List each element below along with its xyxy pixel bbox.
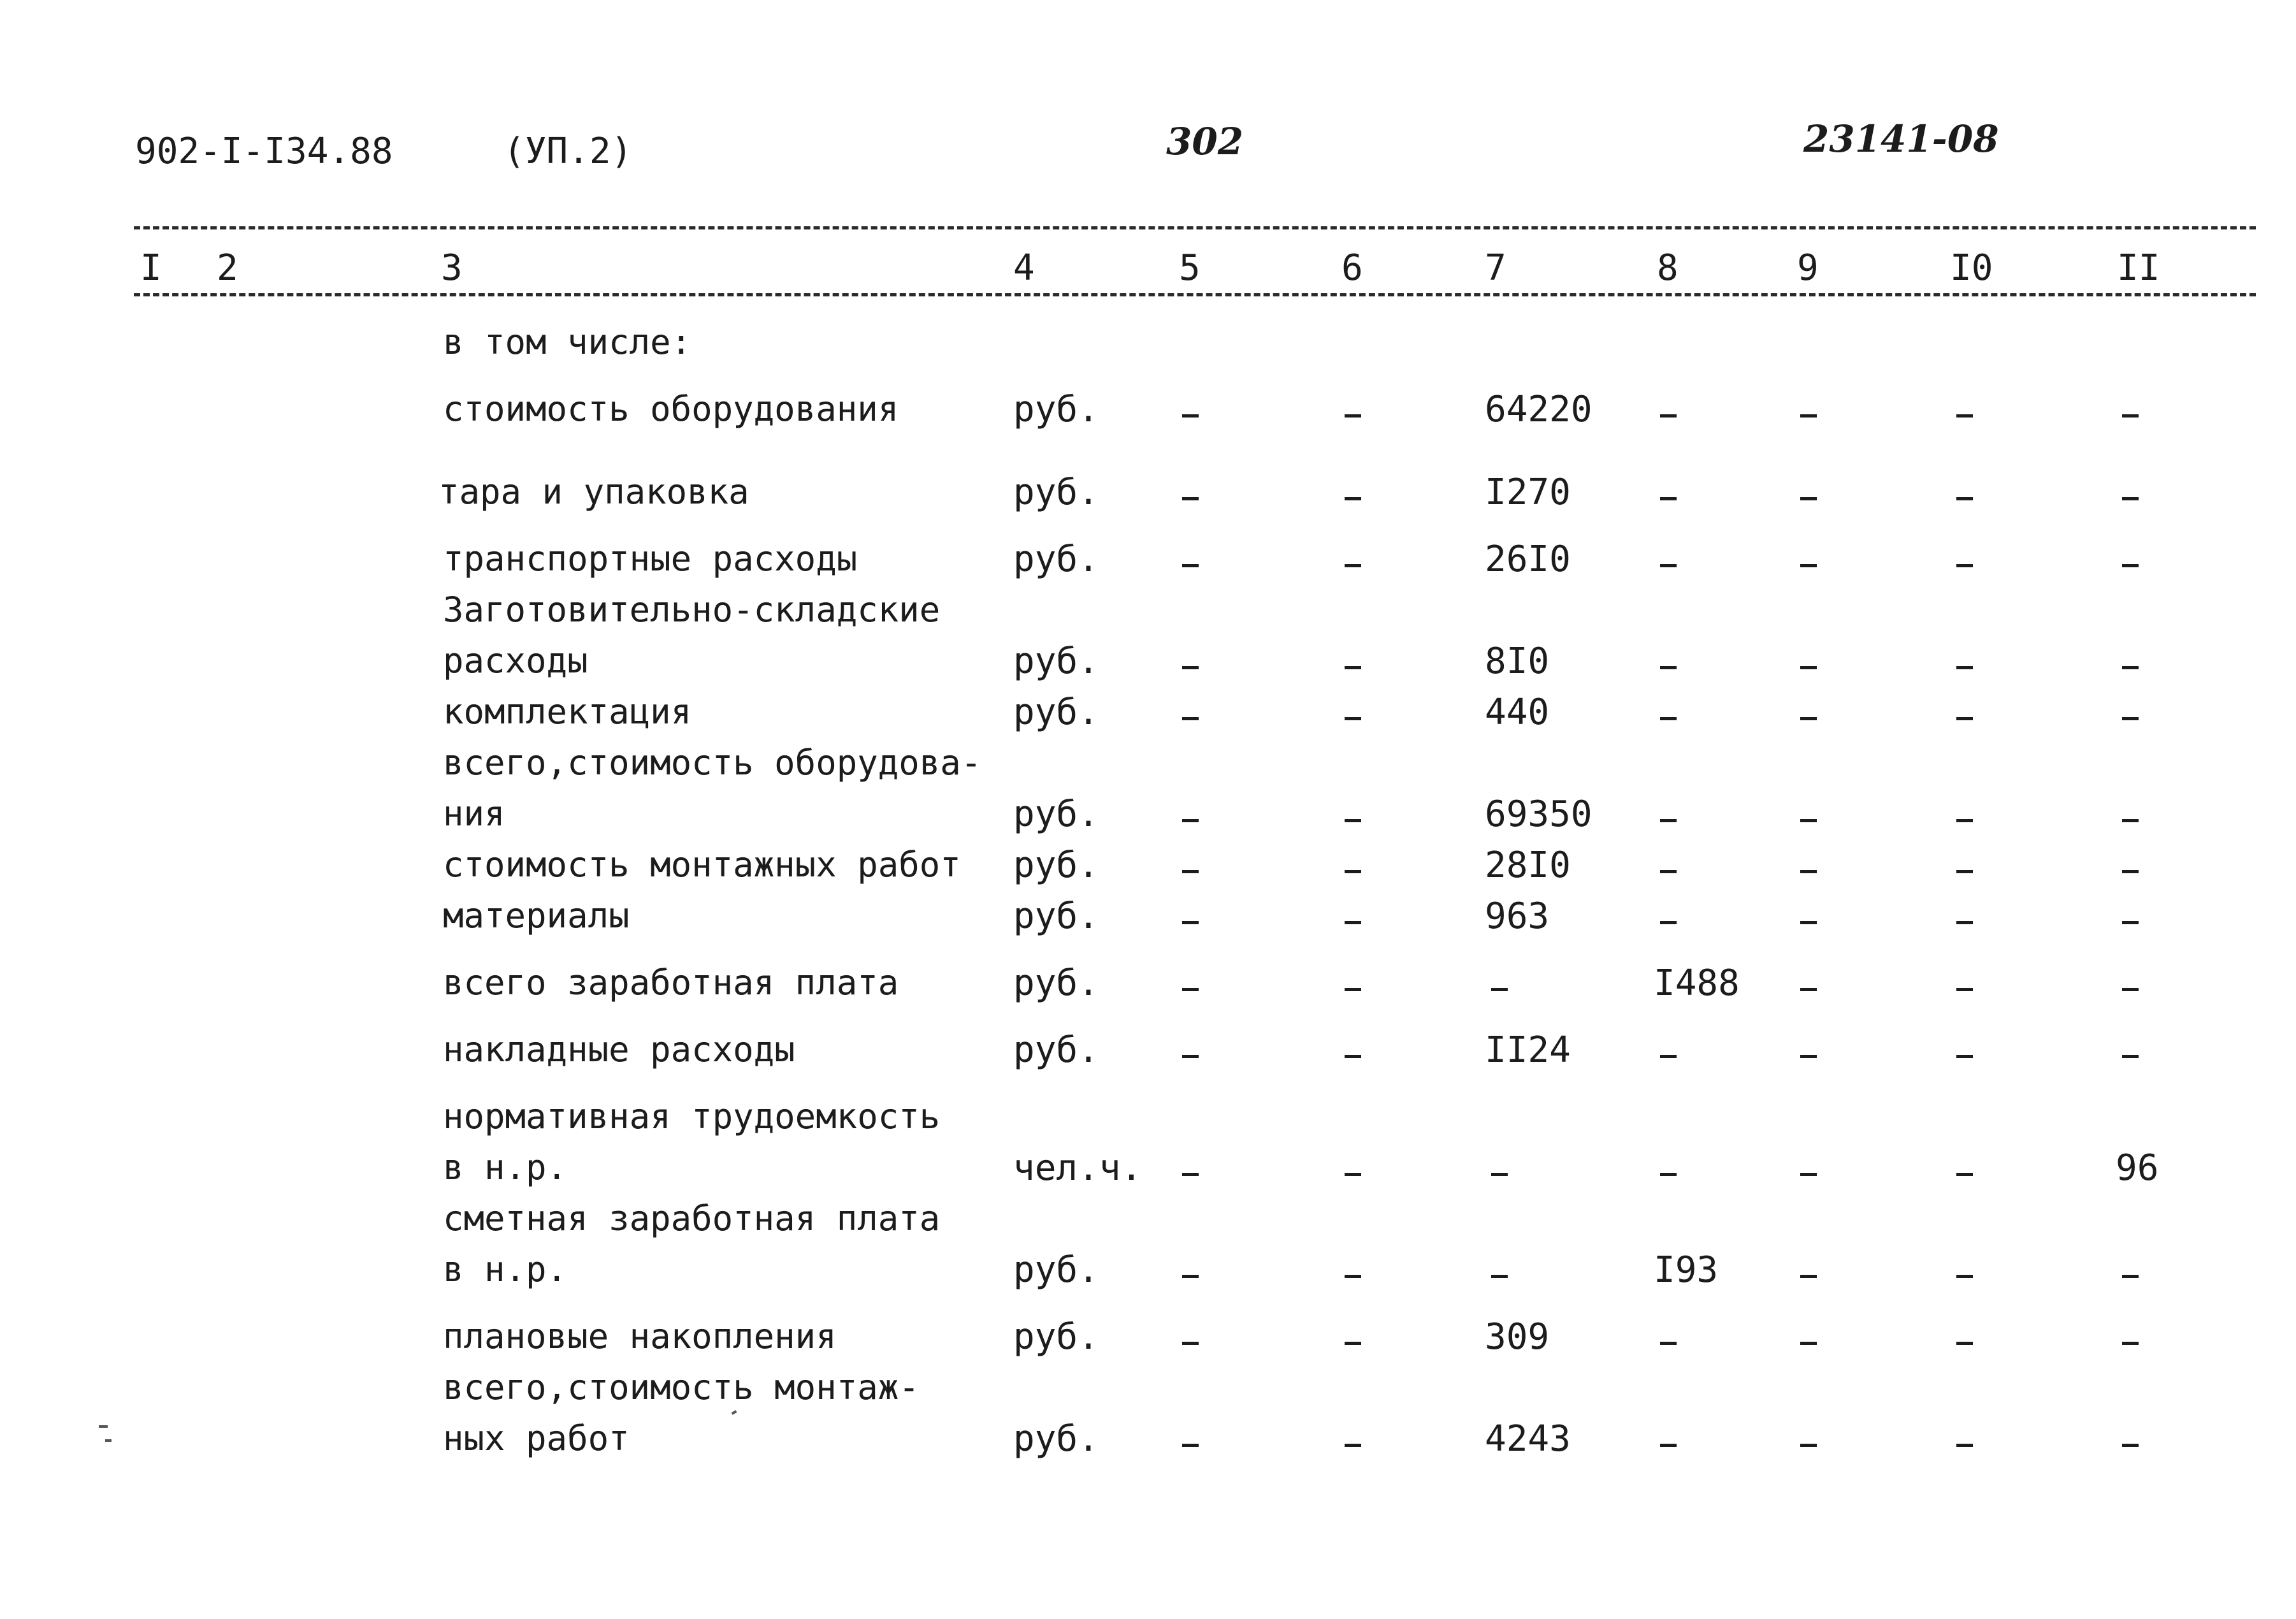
empty-dash <box>1182 414 1199 417</box>
document-code: 902-I-I34.88 <box>135 131 393 172</box>
value-cell: 28I0 <box>1485 845 1571 886</box>
empty-dash <box>1182 819 1199 822</box>
value-cell: I270 <box>1485 472 1571 513</box>
empty-dash <box>1956 666 1973 669</box>
scan-speck <box>99 1425 108 1428</box>
empty-dash <box>1660 414 1677 417</box>
unit-cell: руб. <box>1013 1418 1099 1460</box>
empty-dash <box>1956 988 1973 991</box>
empty-dash <box>1800 717 1817 720</box>
empty-dash <box>1182 1055 1199 1058</box>
column-number: 3 <box>441 247 463 289</box>
empty-dash <box>2122 666 2139 669</box>
row-label: тара и упаковка <box>438 472 749 512</box>
value-cell: I93 <box>1654 1249 1719 1291</box>
empty-dash <box>2122 921 2139 924</box>
empty-dash <box>1956 1444 1973 1447</box>
scan-speck <box>105 1439 112 1442</box>
empty-dash <box>1660 497 1677 500</box>
unit-cell: чел.ч. <box>1013 1147 1143 1189</box>
scan-speck <box>732 1410 737 1414</box>
empty-dash <box>1956 414 1973 417</box>
column-number: I0 <box>1950 247 1993 289</box>
unit-cell: руб. <box>1013 641 1099 682</box>
empty-dash <box>1182 1444 1199 1447</box>
value-cell: 440 <box>1485 692 1550 733</box>
empty-dash <box>1800 1173 1817 1176</box>
unit-cell: руб. <box>1013 692 1099 733</box>
empty-dash <box>1345 1342 1361 1345</box>
unit-cell: руб. <box>1013 472 1099 513</box>
value-cell: 309 <box>1485 1316 1550 1358</box>
value-cell: 26I0 <box>1485 539 1571 580</box>
empty-dash <box>2122 414 2139 417</box>
empty-dash <box>1800 1055 1817 1058</box>
row-label: ния <box>443 794 505 834</box>
column-number: 9 <box>1797 247 1819 289</box>
empty-dash <box>1800 988 1817 991</box>
row-label: накладные расходы <box>443 1029 795 1070</box>
empty-dash <box>1182 1173 1199 1176</box>
row-label: комплектация <box>443 692 692 732</box>
unit-cell: руб. <box>1013 1249 1099 1291</box>
empty-dash <box>1660 870 1677 873</box>
empty-dash <box>1182 921 1199 924</box>
empty-dash <box>1182 717 1199 720</box>
column-number: 7 <box>1485 247 1506 289</box>
row-label: в н.р. <box>443 1147 568 1187</box>
row-label: в н.р. <box>443 1249 568 1289</box>
empty-dash <box>1345 414 1361 417</box>
page-number: 302 <box>1166 120 1244 163</box>
empty-dash <box>2122 1342 2139 1345</box>
empty-dash <box>1345 1444 1361 1447</box>
row-label: Заготовительно-складские <box>443 590 941 630</box>
empty-dash <box>1345 921 1361 924</box>
empty-dash <box>1345 717 1361 720</box>
empty-dash <box>1660 564 1677 567</box>
archive-number: 23141-08 <box>1803 117 1999 161</box>
empty-dash <box>1491 988 1508 991</box>
empty-dash <box>1182 988 1199 991</box>
empty-dash <box>1182 1275 1199 1278</box>
empty-dash <box>1660 819 1677 822</box>
empty-dash <box>2122 1055 2139 1058</box>
empty-dash <box>1956 717 1973 720</box>
empty-dash <box>1800 497 1817 500</box>
empty-dash <box>1956 564 1973 567</box>
empty-dash <box>1800 564 1817 567</box>
empty-dash <box>1345 564 1361 567</box>
empty-dash <box>1800 666 1817 669</box>
empty-dash <box>2122 819 2139 822</box>
value-cell: 96 <box>2116 1147 2159 1189</box>
empty-dash <box>2122 1444 2139 1447</box>
empty-dash <box>1345 819 1361 822</box>
empty-dash <box>1345 1275 1361 1278</box>
section-intro: в том числе: <box>443 322 692 362</box>
empty-dash <box>1800 1342 1817 1345</box>
value-cell: 963 <box>1485 896 1550 937</box>
column-number: 8 <box>1657 247 1679 289</box>
empty-dash <box>1800 870 1817 873</box>
row-label: всего,стоимость оборудова- <box>443 743 982 783</box>
column-number: 5 <box>1179 247 1201 289</box>
unit-cell: руб. <box>1013 962 1099 1004</box>
unit-cell: руб. <box>1013 845 1099 886</box>
section-code: (УП.2) <box>503 131 633 172</box>
row-label: сметная заработная плата <box>443 1198 941 1238</box>
empty-dash <box>2122 497 2139 500</box>
empty-dash <box>2122 870 2139 873</box>
empty-dash <box>2122 564 2139 567</box>
unit-cell: руб. <box>1013 539 1099 580</box>
empty-dash <box>1491 1275 1508 1278</box>
row-label: нормативная трудоемкость <box>443 1096 941 1136</box>
empty-dash <box>1345 1173 1361 1176</box>
empty-dash <box>1345 1055 1361 1058</box>
empty-dash <box>1956 921 1973 924</box>
row-label: стоимость оборудования <box>443 389 899 429</box>
empty-dash <box>1660 1342 1677 1345</box>
table-top-rule <box>134 226 2256 229</box>
row-label: транспортные расходы <box>443 539 858 579</box>
empty-dash <box>1800 921 1817 924</box>
row-label: всего заработная плата <box>443 962 899 1003</box>
empty-dash <box>2122 988 2139 991</box>
empty-dash <box>1491 1173 1508 1176</box>
column-number: 6 <box>1341 247 1363 289</box>
empty-dash <box>1345 497 1361 500</box>
table-header-rule <box>134 293 2256 296</box>
empty-dash <box>1660 717 1677 720</box>
empty-dash <box>1660 1444 1677 1447</box>
value-cell: 64220 <box>1485 389 1592 430</box>
value-cell: II24 <box>1485 1029 1571 1071</box>
empty-dash <box>1345 988 1361 991</box>
column-number: 2 <box>217 247 238 289</box>
value-cell: I488 <box>1654 962 1740 1004</box>
column-number: 4 <box>1013 247 1035 289</box>
empty-dash <box>1660 666 1677 669</box>
empty-dash <box>1956 1342 1973 1345</box>
row-label: материалы <box>443 896 630 936</box>
value-cell: 8I0 <box>1485 641 1550 682</box>
empty-dash <box>1345 666 1361 669</box>
column-number: I <box>140 247 162 289</box>
unit-cell: руб. <box>1013 1316 1099 1358</box>
value-cell: 4243 <box>1485 1418 1571 1460</box>
unit-cell: руб. <box>1013 389 1099 430</box>
empty-dash <box>1660 1055 1677 1058</box>
unit-cell: руб. <box>1013 896 1099 937</box>
row-label: расходы <box>443 641 588 681</box>
empty-dash <box>2122 717 2139 720</box>
empty-dash <box>1800 819 1817 822</box>
empty-dash <box>1956 819 1973 822</box>
empty-dash <box>1182 497 1199 500</box>
empty-dash <box>1800 1275 1817 1278</box>
empty-dash <box>1800 1444 1817 1447</box>
empty-dash <box>1956 1055 1973 1058</box>
row-label: ных работ <box>443 1418 630 1458</box>
empty-dash <box>1182 666 1199 669</box>
column-number: II <box>2117 247 2160 289</box>
empty-dash <box>2122 1275 2139 1278</box>
empty-dash <box>1956 870 1973 873</box>
unit-cell: руб. <box>1013 794 1099 835</box>
row-label: стоимость монтажных работ <box>443 845 961 885</box>
empty-dash <box>1800 414 1817 417</box>
empty-dash <box>1345 870 1361 873</box>
row-label: плановые накопления <box>443 1316 837 1356</box>
empty-dash <box>1660 1173 1677 1176</box>
empty-dash <box>1660 921 1677 924</box>
row-label: всего,стоимость монтаж- <box>443 1367 920 1407</box>
value-cell: 69350 <box>1485 794 1592 835</box>
unit-cell: руб. <box>1013 1029 1099 1071</box>
empty-dash <box>1182 564 1199 567</box>
empty-dash <box>1956 1275 1973 1278</box>
empty-dash <box>1956 497 1973 500</box>
empty-dash <box>1956 1173 1973 1176</box>
empty-dash <box>1182 870 1199 873</box>
empty-dash <box>1182 1342 1199 1345</box>
